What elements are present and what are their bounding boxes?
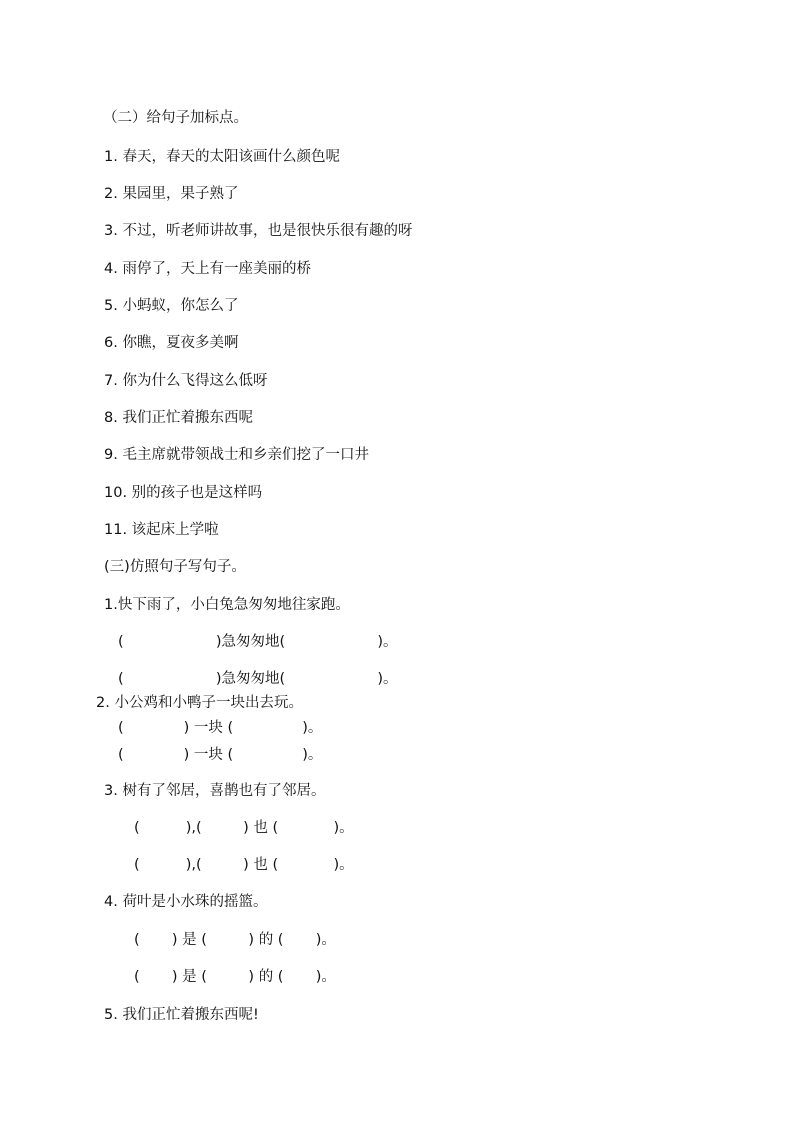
exercise4-blank-1: ( ) 是 ( ) 的 ( )。	[134, 932, 336, 948]
exercise2-blank-2: ( ) 一块 ( )。	[118, 747, 323, 763]
exercise5-prompt: 5. 我们正忙着搬东西呢!	[104, 1007, 259, 1023]
exercise1-blank-1: ( )急匆匆地( )。	[118, 634, 398, 650]
exercise1-prompt: 1.快下雨了，小白兔急匆匆地往家跑。	[104, 597, 350, 613]
exercise3-prompt: 3. 树有了邻居，喜鹊也有了邻居。	[104, 783, 326, 799]
section2-item-1: 1. 春天，春天的太阳该画什么颜色呢	[104, 149, 340, 165]
exercise2-prompt: 2. 小公鸡和小鸭子一块出去玩。	[96, 695, 303, 711]
section2-item-2: 2. 果园里，果子熟了	[104, 186, 239, 202]
section3-heading: (三)仿照句子写句子。	[104, 559, 246, 575]
section2-item-5: 5. 小蚂蚁，你怎么了	[104, 298, 239, 314]
section2-item-11: 11. 该起床上学啦	[104, 522, 219, 538]
section2-item-4: 4. 雨停了，天上有一座美丽的桥	[104, 261, 311, 277]
exercise4-prompt: 4. 荷叶是小水珠的摇篮。	[104, 894, 268, 910]
section2-item-8: 8. 我们正忙着搬东西呢	[104, 410, 253, 426]
section2-item-7: 7. 你为什么飞得这么低呀	[104, 373, 268, 389]
exercise1-blank-2: ( )急匆匆地( )。	[118, 671, 398, 687]
section2-heading: （二）给句子加标点。	[103, 110, 248, 126]
exercise3-blank-2: ( ),( ) 也 ( )。	[134, 857, 354, 873]
section2-item-9: 9. 毛主席就带领战士和乡亲们挖了一口井	[104, 447, 369, 463]
section2-item-6: 6. 你瞧，夏夜多美啊	[104, 335, 239, 351]
exercise2-blank-1: ( ) 一块 ( )。	[118, 720, 323, 736]
section2-item-3: 3. 不过，听老师讲故事，也是很快乐很有趣的呀	[104, 223, 413, 239]
exercise3-blank-1: ( ),( ) 也 ( )。	[134, 820, 354, 836]
section2-item-10: 10. 别的孩子也是这样吗	[104, 485, 263, 501]
exercise4-blank-2: ( ) 是 ( ) 的 ( )。	[134, 969, 336, 985]
